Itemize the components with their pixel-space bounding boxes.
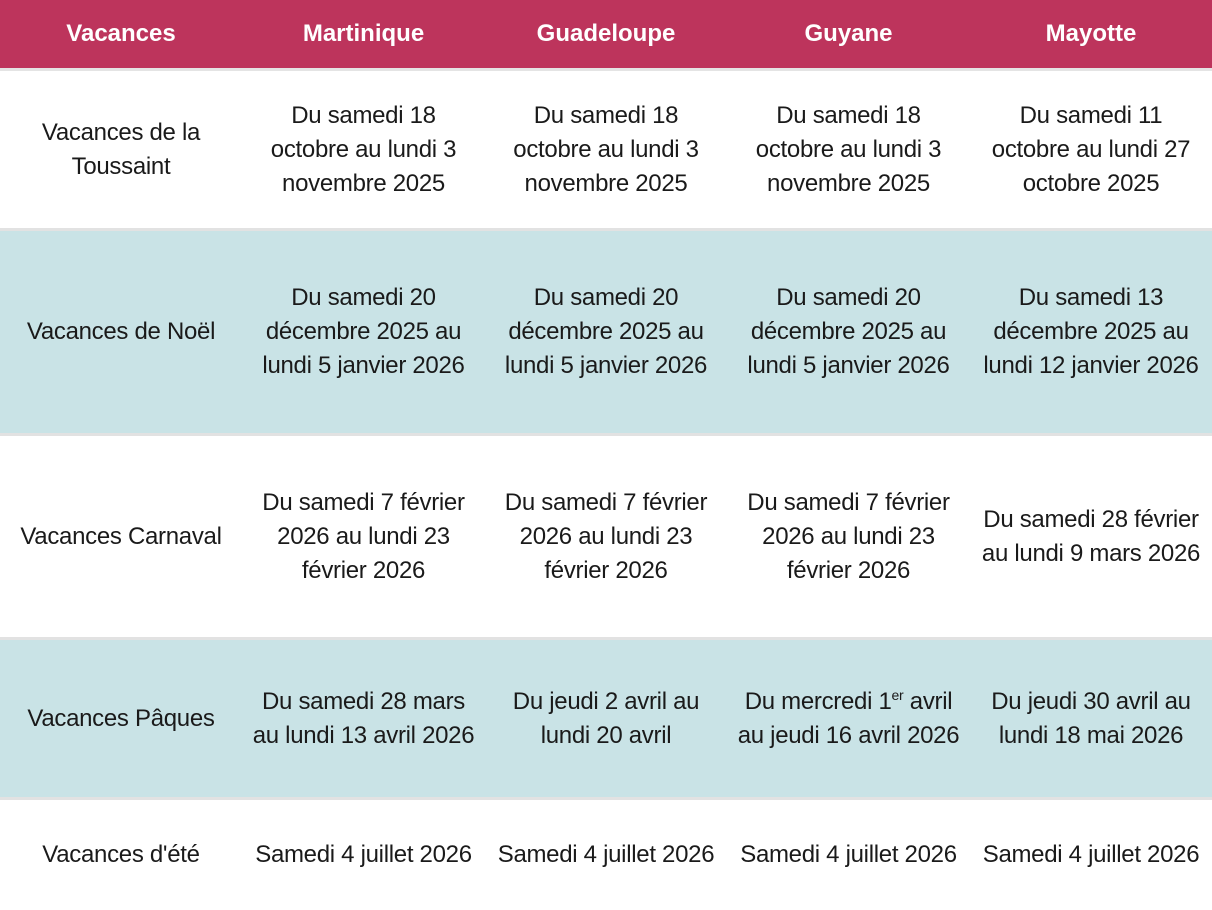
cell-guadeloupe: Du samedi 7 février 2026 au lundi 23 février 2026 xyxy=(485,435,727,639)
table-row-noel xyxy=(0,230,1212,435)
cell-guyane: Du samedi 20 décembre 2025 au lundi 5 janvier 2026 xyxy=(727,230,970,435)
header-martinique: Martinique xyxy=(242,0,485,70)
cell-martinique: Du samedi 18 octobre au lundi 3 novembre 2025 xyxy=(242,70,485,230)
row-label: Vacances de Noël xyxy=(0,230,242,435)
table-row-carnaval xyxy=(0,435,1212,639)
cell-martinique: Du samedi 7 février 2026 au lundi 23 février 2026 xyxy=(242,435,485,639)
row-label: Vacances Carnaval xyxy=(0,435,242,639)
header-mayotte: Mayotte xyxy=(970,0,1212,70)
cell-guyane xyxy=(727,639,970,799)
table-row-paques xyxy=(0,639,1212,799)
header-guyane: Guyane xyxy=(727,0,970,70)
cell-guadeloupe: Samedi 4 juillet 2026 xyxy=(485,799,727,910)
cell-martinique: Du samedi 20 décembre 2025 au lundi 5 janvier 2026 xyxy=(242,230,485,435)
cell-guadeloupe: Du jeudi 2 avril au lundi 20 avril xyxy=(485,639,727,799)
cell-guyane: Du samedi 18 octobre au lundi 3 novembre 2025 xyxy=(727,70,970,230)
cell-mayotte: Du samedi 13 décembre 2025 au lundi 12 janvier 2026 xyxy=(970,230,1212,435)
cell-mayotte: Du samedi 11 octobre au lundi 27 octobre 2025 xyxy=(970,70,1212,230)
cell-guyane-prefix: Du mercredi 1 xyxy=(744,687,892,715)
cell-martinique: Du samedi 28 mars au lundi 13 avril 2026 xyxy=(242,639,485,799)
cell-guyane-suffix: avril au jeudi 16 avril 2026 xyxy=(737,687,960,749)
cell-mayotte: Samedi 4 juillet 2026 xyxy=(970,799,1212,910)
row-label: Vacances Pâques xyxy=(0,639,242,799)
cell-mayotte: Du samedi 28 février au lundi 9 mars 2026 xyxy=(970,435,1212,639)
cell-guyane: Samedi 4 juillet 2026 xyxy=(727,799,970,910)
cell-martinique: Samedi 4 juillet 2026 xyxy=(242,799,485,910)
table-body xyxy=(0,70,1212,910)
header-guadeloupe: Guadeloupe xyxy=(485,0,727,70)
cell-mayotte: Du jeudi 30 avril au lundi 18 mai 2026 xyxy=(970,639,1212,799)
row-label: Vacances de la Toussaint xyxy=(0,70,242,230)
table-row-ete xyxy=(0,799,1212,910)
cell-guyane: Du samedi 7 février 2026 au lundi 23 février 2026 xyxy=(727,435,970,639)
header-vacances: Vacances xyxy=(0,0,242,70)
cell-guadeloupe: Du samedi 20 décembre 2025 au lundi 5 janvier 2026 xyxy=(485,230,727,435)
ordinal-superscript: er xyxy=(891,686,904,703)
table-header xyxy=(0,0,1212,70)
table-row-toussaint xyxy=(0,70,1212,230)
header-row xyxy=(0,0,1212,70)
row-label: Vacances d'été xyxy=(0,799,242,910)
cell-guadeloupe: Du samedi 18 octobre au lundi 3 novembre 2025 xyxy=(485,70,727,230)
